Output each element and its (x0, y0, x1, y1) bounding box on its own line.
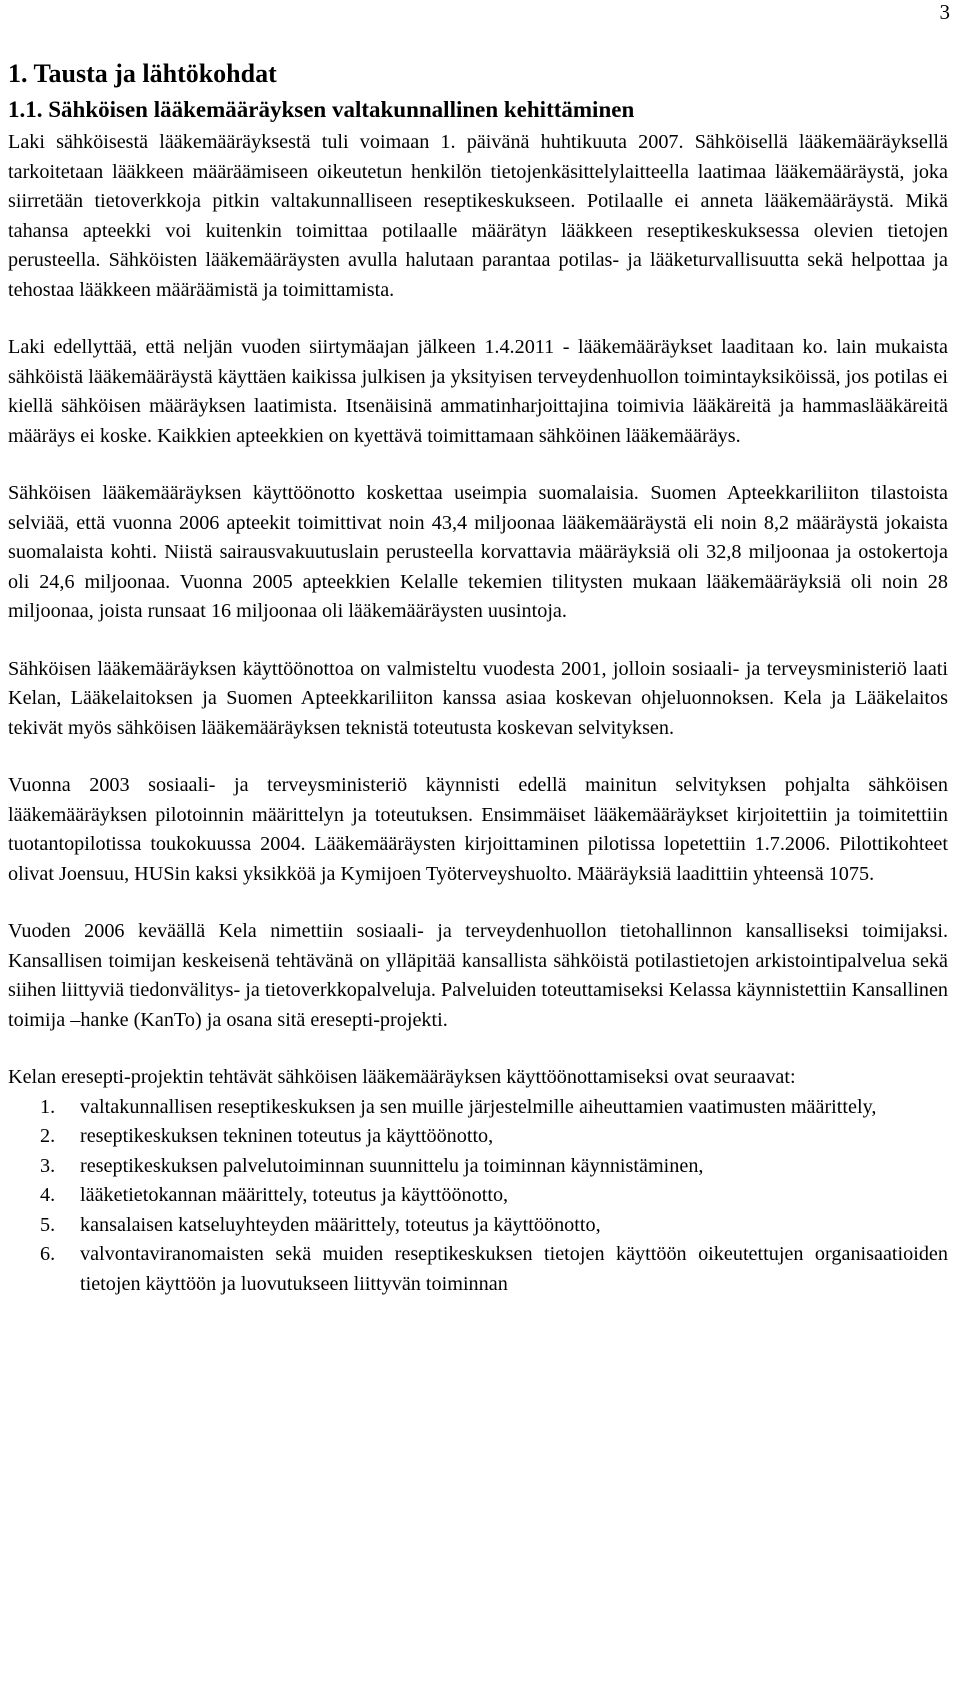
list-item (8, 1240, 948, 1299)
paragraph-national-actor: Vuoden 2006 keväällä Kela nimettiin sosiaali- ja terveydenhuollon tietohallinnon kansalliseksi toimijaksi. Kansallisen toimijan keskeisenä tehtävänä on ylläpitää kansallista sähköistä potilastietojen arkistointipalvelua sekä siihen liittyviä tiedonvälitys- ja tietoverkkopalveluja. Palveluiden toteuttamiseksi Kelassa käynnistettiin Kansallinen toimija –hanke (KanTo) ja osana sitä eresepti-projekti. (8, 920, 948, 1031)
paragraph-pilot: Vuonna 2003 sosiaali- ja terveysministeriö käynnisti edellä mainitun selvityksen pohjalta sähköisen lääkemääräyksen pilotoinnin määrittelyn ja toteutuksen. Ensimmäiset lääkemääräykset kirjoitettiin ja toimitettiin tuotantopilotissa toukokuussa 2004. Lääkemääräysten kirjoittaminen pilotissa lopetettiin 1.7.2006. Pilottikohteet olivat Joensuu, HUSin kaksi yksikköä ja Kymijoen Työterveyshuolto. Määräyksiä laadittiin yhteensä 1075. (8, 774, 948, 885)
list-item-number: 1. (40, 1095, 56, 1118)
document-body (8, 58, 948, 1299)
list-item-number: 2. (40, 1125, 56, 1147)
section-heading: 1.1. Sähköisen lääkemääräyksen valtakunnallinen kehittäminen (8, 97, 635, 122)
list-item-number: 6. (40, 1243, 56, 1265)
list-item-text: valtakunnallisen reseptikeskuksen ja sen muille järjestelmille aiheuttamien vaatimusten määrittely, (80, 1095, 877, 1118)
paragraph-project-tasks: Kelan eresepti-projektin tehtävät sähköisen lääkemääräyksen käyttöönottamiseksi ovat seuraavat: (8, 1066, 796, 1088)
paragraph-transition-period: Laki edellyttää, että neljän vuoden siirtymäajan jälkeen 1.4.2011 - lääkemääräykset laaditaan ko. lain mukaista sähköistä lääkemääräystä käyttäen kaikissa julkisen ja yksityisen terveydenhuollon toimintayksiköissä, jos potilas ei kiellä sähköisen määräyksen laatimista. Itsenäisinä ammatinharjoittajina toimivia lääkäreitä ja hammaslääkäreitä määräys ei koske. Kaikkien apteekkien on kyettävä toimittamaan sähköinen lääkemääräys. (8, 336, 948, 447)
list-item (8, 1093, 948, 1123)
list-item (8, 1181, 948, 1211)
chapter-heading: 1. Tausta ja lähtökohdat (8, 59, 277, 88)
list-item-text: lääketietokannan määrittely, toteutus ja käyttöönotto, (80, 1184, 509, 1206)
list-item-text: reseptikeskuksen tekninen toteutus ja käyttöönotto, (80, 1125, 494, 1147)
task-list (8, 1093, 948, 1300)
page-number: 3 (939, 0, 950, 24)
paragraph-law-intro: Laki sähköisestä lääkemääräyksestä tuli voimaan 1. päivänä huhtikuuta 2007. Sähköisellä lääkemääräyksellä tarkoitetaan lääkkeen määräämiseen oikeutetun henkilön tietojenkäsittelylaitteella laatimaa lääkemääräystä, joka siirretään tietoverkkoja pitkin valtakunnalliseen reseptikeskukseen. Potilaalle ei anneta lääkemääräystä. Mikä tahansa apteekki voi kuitenkin toimittaa potilaalle määrätyn lääkkeen reseptikeskuksessa olevien tietojen perusteella. Sähköisten lääkemääräysten avulla halutaan parantaa potilas- ja lääketurvallisuutta sekä helpottaa ja tehostaa lääkkeen määräämistä ja toimittamista. (8, 131, 948, 301)
list-item (8, 1122, 948, 1152)
list-item (8, 1152, 948, 1182)
paragraph-statistics: Sähköisen lääkemääräyksen käyttöönotto koskettaa useimpia suomalaisia. Suomen Apteekkariliiton tilastoista selviää, että vuonna 2006 apteekit toimittivat noin 43,4 miljoonaa lääkemääräystä eli noin 8,2 määräystä jokaista suomalaista kohti. Niistä sairausvakuutuslain perusteella korvattavia määräyksiä oli 32,8 miljoonaa ja ostokertoja oli 24,6 miljoonaa. Vuonna 2005 apteekkien Kelalle tekemien tilitysten mukaan lääkemääräyksiä oli noin 28 miljoonaa, joista runsaat 16 miljoonaa oli lääkemääräysten uusintoja. (8, 482, 948, 622)
list-item-text: kansalaisen katseluyhteyden määrittely, toteutus ja käyttöönotto, (80, 1213, 601, 1236)
paragraph-preparation: Sähköisen lääkemääräyksen käyttöönottoa on valmisteltu vuodesta 2001, jolloin sosiaali- ja terveysministeriö laati Kelan, Lääkelaitoksen ja Suomen Apteekkariliiton kanssa asiaa koskevan ohjeluonnoksen. Kela ja Lääkelaitos tekivät myös sähköisen lääkemääräyksen teknistä toteutusta koskevan selvityksen. (8, 657, 948, 739)
list-item-number: 5. (40, 1213, 56, 1236)
list-item (8, 1211, 948, 1241)
list-item-text: reseptikeskuksen palvelutoiminnan suunnittelu ja toiminnan käynnistäminen, (80, 1154, 704, 1177)
list-item-text: valvontaviranomaisten sekä muiden reseptikeskuksen tietojen käyttöön oikeutettujen organisaatioiden tietojen käyttöön ja luovutukseen liittyvän toiminnan (80, 1243, 948, 1295)
list-item-number: 3. (40, 1154, 56, 1177)
list-item-number: 4. (40, 1184, 56, 1206)
